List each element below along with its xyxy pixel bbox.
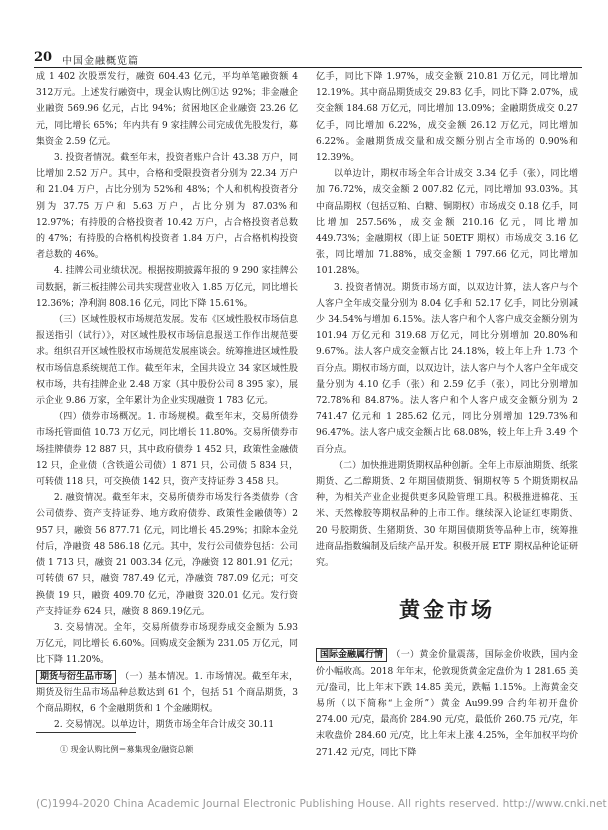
footnote-divider (36, 732, 136, 733)
footnote: ① 现金认购比例＝募集现金/融资总额 (60, 745, 194, 754)
left-column (36, 69, 298, 733)
paragraph-with-tag (316, 647, 578, 760)
paragraph: 成 1 402 次股票发行，融资 604.43 亿元，平均单笔融资额 4 312万元。上述发行融资中，现金认购比例①达 92%；非金融企业融资 569.96 亿元，占比 94%；贫困地区企业融资 23.26 亿元，同比增长 65%；年内共有 9 家挂牌公司完成优先股发行，募集资金 2.59 亿元。 (36, 72, 298, 147)
paragraph: （三）区域性股权市场规范发展。发布《区域性股权市场信息报送指引（试行）》，对区域性股权市场信息报送工作作出规范要求。组织召开区域性股权市场规范发展座谈会。统筹推进区域性股权市场信息系统规范工作。截至年末，全国共设立 34 家区域性股权市场，共有挂牌企业 2.48 万家（其中股份公司 8 395 家），展示企业 9.86 万家，全年累计为企业实现融资 1 783 亿元。 (36, 315, 298, 407)
copyright-notice: (C)1994-2020 China Academic Journal Electronic Publishing House. All rights reserved. http://www.cnki.net (36, 798, 607, 810)
paragraph: 以单边计，期权市场全年合计成交 3.34 亿手（张），同比增加 76.72%，成交金额 2 007.82 亿元，同比增加 93.03%。其中商品期权（包括豆粕、白糖、铜期权）市场成交 0.18 亿手，同比增加 257.56%，成交金额 210.16 亿元，同比增加 449.73%；金融期权（即上证 50ETF 期权）市场成交 3.16 亿张，同比增加 71.88%，成交金额 1 797.66 亿元，同比增加 101.28%。 (316, 169, 578, 277)
paragraph: 3. 投资者情况。截至年末，投资者账户合计 43.38 万户，同比增加 2.52 万户。其中，合格和受限投资者分别为 22.34 万户和 21.04 万户，占比分别为 52%和 48%；个人和机构投资者分别为 37.75 万户和 5.63 万户，占比分别为 87.03%和 12.97%；有持股的合格投资者 10.42 万户，占合格投资者总数的 47%；有持股的合格机构投资者 1.84 万户，占合格机构投资者总数的 46%。 (36, 153, 298, 261)
paragraph: 亿手，同比下降 1.97%，成交金额 210.81 万亿元，同比增加 12.19%。其中商品期货成交 29.83 亿手，同比下降 2.07%，成交金额 184.68 万亿元，同比增加 13.09%；金融期货成交 0.27 亿手，同比增加 6.22%，成交金额 26.12 万亿元，同比增加 6.22%。金融期货成交量和成交额分别占全市场的 0.90%和 12.39%。 (316, 72, 578, 164)
paragraph-with-tag (36, 669, 298, 718)
paragraph: 3. 交易情况。全年，交易所债券市场现券成交金额为 5.93 万亿元，同比增长 6.60%。回购成交金额为 231.05 万亿元，同比下降 11.20%。 (36, 622, 298, 666)
right-column (316, 69, 578, 761)
page-header (34, 50, 582, 68)
journal-title: 中国金融概览篇 (62, 56, 139, 67)
paragraph: 2. 交易情况。以单边计，期货市场全年合计成交 30.11 (54, 720, 275, 731)
paragraph-text: （一）基本情况。1. 市场情况。截至年末，期货及衍生品市场品种总数达到 61 个，包括 51 个商品期货，3 个商品期权，6 个金融期货和 1 个金融期权。 (36, 671, 298, 714)
paragraph: （二）加快推进期货期权品种创新。全年上市原油期货、纸浆期货、乙二醇期货、2 年期国债期货、铜期权等 5 个期货期权品种，为相关产业企业提供更多风险管理工具。积极推进棉花、玉米、天然橡胶等期权品种的上市工作。继续深入论证红枣期货、20 号胶期货、生猪期货、30 年期国债期货等品种上市，统筹推进商品指数编制及后续产品开发。积极开展 ETF 期权品种论证研究。 (316, 460, 578, 569)
paragraph: 3. 投资者情况。期货市场方面，以双边计算，法人客户与个人客户全年成交量分别为 8.04 亿手和 52.17 亿手，同比分别减少 34.54%与增加 6.15%。法人客户和个人客户成交金额分别为 101.94 万亿元和 319.68 万亿元，同比分别增加 20.80%和 9.67%。法人客户成交金额占比 24.18%，较上年上升 1.73 个百分点。期权市场方面，以双边计，法人客户与个人客户全年成交量分别为 4.10 亿手（张）和 2.59 亿手（张），同比分别增加 72.78%和 84.87%。法人客户和个人客户成交金额分别为 2 741.47 亿元和 1 285.62 亿元，同比分别增加 129.73%和 96.47%。法人客户成交金额占比 68.08%，较上年上升 3.49 个百分点。 (316, 282, 578, 455)
paragraph: 2. 融资情况。截至年末，交易所债券市场发行各类债券（含公司债券、资产支持证券、地方政府债券、政策性金融债等）2 957 只，融资 56 877.71 亿元，同比增长 45.29%；扣除本金兑付后，净融资 48 586.18 亿元。其中，发行公司债券包括：公司债 1 713 只，融资 21 003.34 亿元，净融资 12 801.91 亿元；可转债 67 只，融资 787.49 亿元，净融资 787.09 亿元；可交换债 19 只，融资 409.70 亿元，净融资 320.01 亿元。发行资产支持证券 624 只，融资 8 869.19亿元。 (36, 493, 298, 617)
section-tag: 期货与衍生品市场 (36, 670, 116, 684)
page-number: 20 (34, 50, 53, 65)
paragraph: 4. 挂牌公司业绩状况。根据按期披露年报的 9 290 家挂牌公司数据，新三板挂牌公司共实现营业收入 1.85 万亿元，同比增长 12.36%；净利润 808.16 亿元，同比下降 15.61%。 (36, 266, 298, 309)
paragraph-text: （一）黄金价量震荡，国际金价收跌，国内金价小幅收高。2018 年年末，伦敦现货黄金定盘价为 1 281.65 美元/盎司，比上年末下跌 14.85 美元，跌幅 1.15%。上海黄金交易所（以下简称“上金所”）黄金 Au99.99 合约年初开盘价 274.00 元/克，最高价 284.90 元/克，最低价 260.75 元/克，年末收盘价 284.60 元/克，比上年末上涨 4.25%，全年加权平均价 271.42 元/克，同比下降 (316, 650, 578, 758)
section-title: 黄金市场 (399, 597, 495, 623)
section-tag: 国际金融属行情 (316, 648, 387, 662)
paragraph: （四）债券市场概况。1. 市场规模。截至年末，交易所债券市场托管面值 10.73 万亿元，同比增长 11.80%。交易所债券市场挂牌债券 12 887 只，其中政府债券 1 452 只，政策性金融债 12 只，企业债（含铁道公司债）1 871 只，公司债 5 834 只，可转债 118 只，可交换债 142 只，资产支持证券 3 458 只。 (36, 412, 298, 488)
